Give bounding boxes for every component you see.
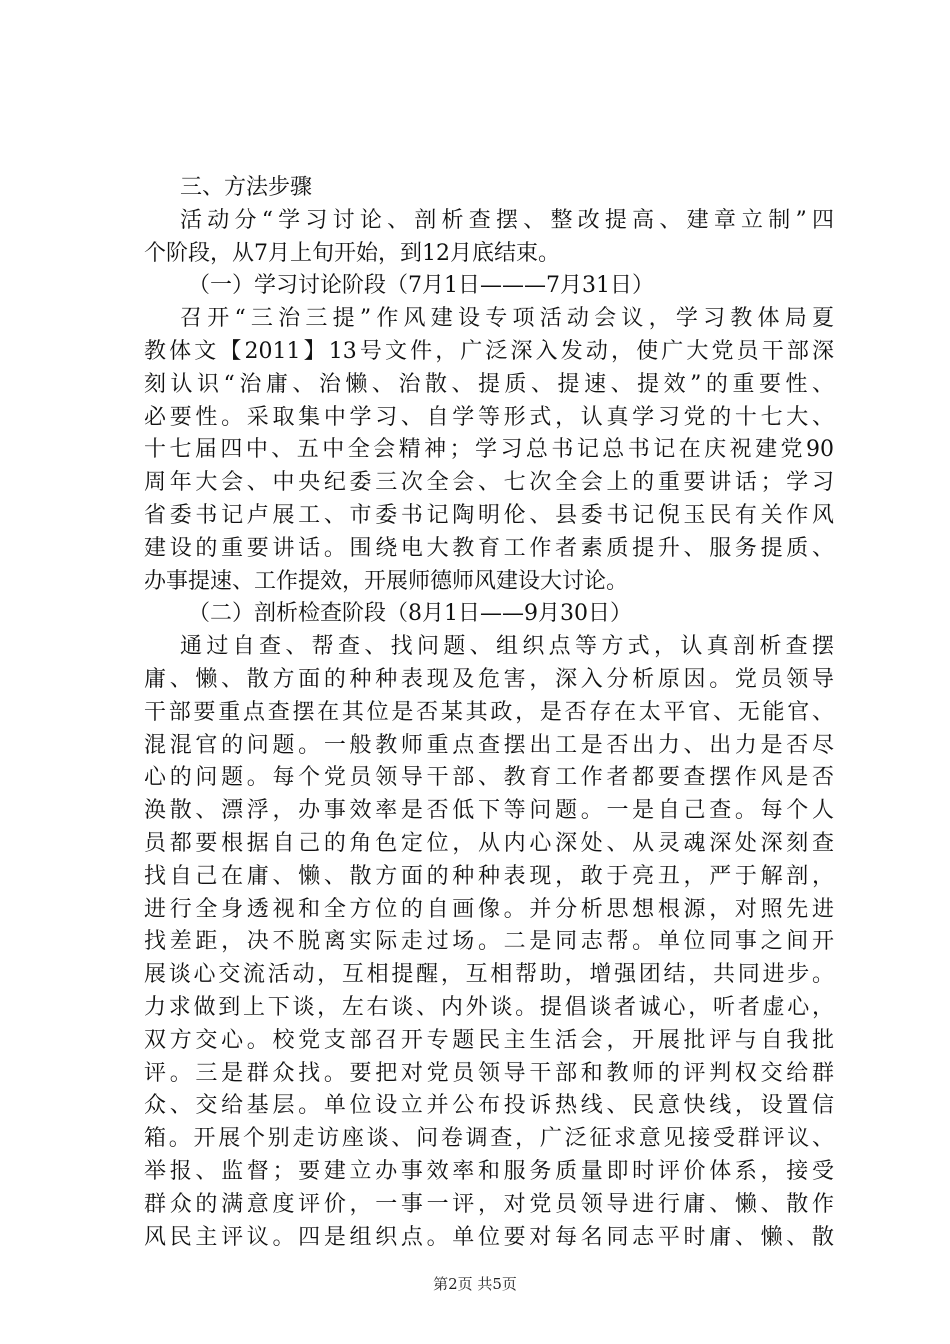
text-line: 刻认识“治庸、治懒、治散、提质、提速、提效”的重要性、 [144, 371, 834, 397]
text-line: 周年大会、中央纪委三次全会、七次全会上的重要讲话；学习 [144, 470, 834, 496]
text-line: （一）学习讨论阶段（7月1日———7月31日） [188, 273, 654, 299]
text-line: 心的问题。每个党员领导干部、教育工作者都要查摆作风是否 [144, 765, 834, 791]
text-line: 办事提速、工作提效，开展师德师风建设大讨论。 [144, 568, 629, 594]
text-line: 找差距，决不脱离实际走过场。二是同志帮。单位同事之间开 [144, 929, 834, 955]
text-line: 众、交给基层。单位设立并公布投诉热线、民意快线，设置信 [144, 1093, 834, 1119]
text-line: 举报、监督；要建立办事效率和服务质量即时评价体系，接受 [144, 1158, 834, 1184]
text-line: 评。三是群众找。要把对党员领导干部和教师的评判权交给群 [144, 1060, 834, 1086]
text-line: 员都要根据自己的角色定位，从内心深处、从灵魂深处深刻查 [144, 830, 834, 856]
text-line: 群众的满意度评价，一事一评，对党员领导进行庸、懒、散作 [144, 1191, 834, 1217]
text-line: 必要性。采取集中学习、自学等形式，认真学习党的十七大、 [144, 404, 834, 430]
text-line: 找自己在庸、懒、散方面的种种表现，敢于亮丑，严于解剖， [144, 863, 834, 889]
text-line: 通过自查、帮查、找问题、组织点等方式，认真剖析查摆 [180, 634, 834, 660]
text-line: 十七届四中、五中全会精神；学习总书记总书记在庆祝建党90 [144, 437, 834, 463]
text-line: 干部要重点查摆在其位是否某其政，是否存在太平官、无能官、 [144, 699, 834, 725]
page-footer: 第2页 共5页 [433, 1275, 517, 1293]
text-line: 教体文【2011】13号文件，广泛深入发动，使广大党员干部深 [144, 338, 834, 364]
text-line: 力求做到上下谈，左右谈、内外谈。提倡谈者诚心，听者虚心， [144, 994, 834, 1020]
text-line: 个阶段，从7月上旬开始，到12月底结束。 [144, 240, 560, 266]
document-body [144, 172, 834, 1254]
text-line: 箱。开展个别走访座谈、问卷调查，广泛征求意见接受群评议、 [144, 1126, 834, 1152]
text-line: 混混官的问题。一般教师重点查摆出工是否出力、出力是否尽 [144, 732, 834, 758]
text-line: 庸、懒、散方面的种种表现及危害，深入分析原因。党员领导 [144, 666, 834, 692]
text-line: 三、方法步骤 [180, 175, 313, 200]
text-line: 活动分“学习讨论、剖析查摆、整改提高、建章立制”四 [180, 207, 834, 233]
text-line: 召开“三治三提”作风建设专项活动会议，学习教体局夏 [180, 306, 834, 332]
text-line: 双方交心。校党支部召开专题民主生活会，开展批评与自我批 [144, 1027, 834, 1053]
text-line: 省委书记卢展工、市委书记陶明伦、县委书记倪玉民有关作风 [144, 502, 834, 528]
text-line: 风民主评议。四是组织点。单位要对每名同志平时庸、懒、散 [144, 1224, 834, 1250]
text-line: 展谈心交流活动，互相提醒，互相帮助，增强团结，共同进步。 [144, 962, 834, 988]
text-line: （二）剖析检查阶段（8月1日——9月30日） [188, 601, 632, 627]
text-line: 建设的重要讲话。围绕电大教育工作者素质提升、服务提质、 [144, 535, 834, 561]
text-line: 进行全身透视和全方位的自画像。并分析思想根源，对照先进 [144, 896, 834, 922]
text-line: 涣散、漂浮，办事效率是否低下等问题。一是自己查。每个人 [144, 798, 834, 824]
